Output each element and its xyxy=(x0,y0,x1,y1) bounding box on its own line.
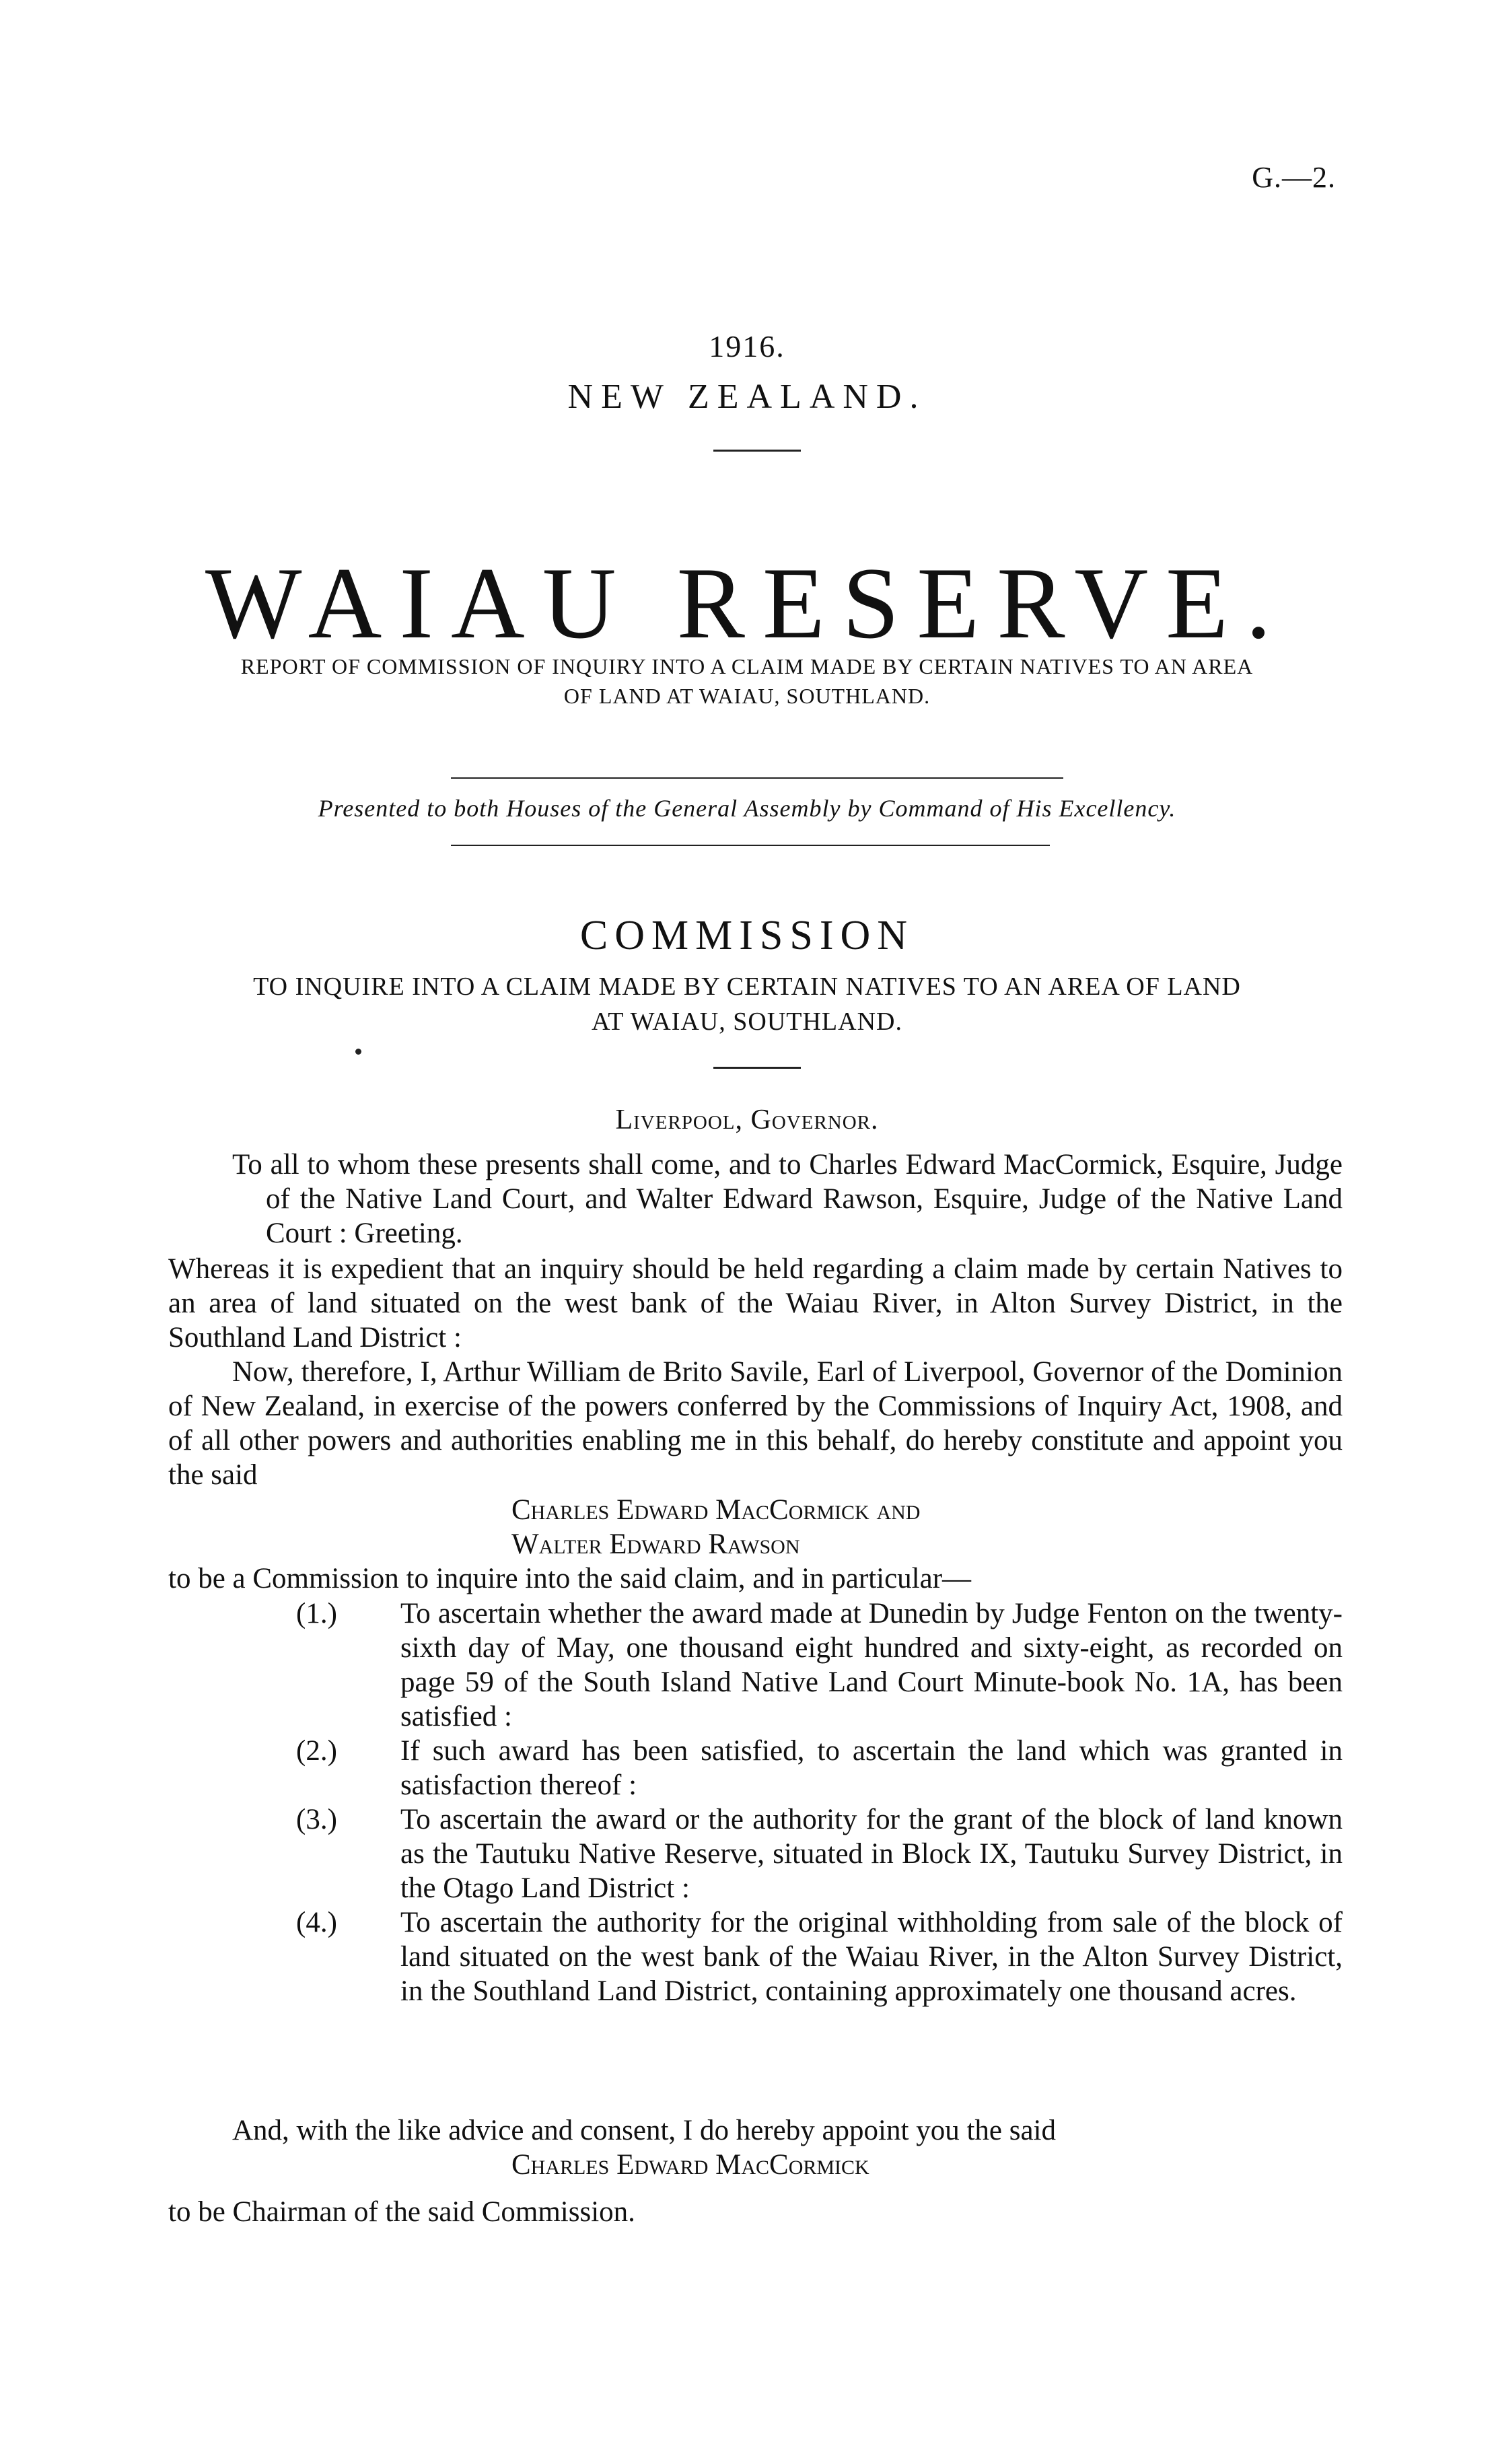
commission-subheading xyxy=(0,969,1494,1039)
item-text: To ascertain the award or the authority for the grant of the block of land known as the Tautuku Native Reserve, situated in Block IX, Tautuku Survey District, in the Otago Land District : xyxy=(400,1804,1343,1904)
presented-line: Presented to both Houses of the General Assembly by Command of His Excellency. xyxy=(318,795,1176,822)
divider-rule-upper xyxy=(451,777,1063,779)
now-therefore-paragraph: Now, therefore, I, Arthur William de Brito Savile, Earl of Liverpool, Governor of the Dominion of New Zealand, in exercise of the powers conferred by the Commissions of Inquiry Act, 1908, and of all other powers and authorities enabling me in this behalf, do hereby constitute and appoint you the said xyxy=(168,1356,1343,1491)
divider-rule xyxy=(713,450,801,452)
list-item xyxy=(296,1596,1343,1734)
year: 1916. xyxy=(709,329,785,363)
item-text: To ascertain whether the award made at Dunedin by Judge Fenton on the twenty-sixth day of May, one thousand eight hundred and sixty-eight, as recorded on page 59 of the South Island Native Land Court Minute-book No. 1A, has been satisfied : xyxy=(400,1598,1343,1732)
page-reference: G.—2. xyxy=(1252,161,1336,194)
document-title: WAIAU RESERVE. xyxy=(205,547,1289,660)
country-heading: NEW ZEALAND. xyxy=(567,378,927,416)
greeting-text: To all to whom these presents shall come, and to Charles Edward MacCormick, Esquire, Judge of the Native Land Court, and Walter Edward Rawson, Esquire, Judge of the Native Land Court : Greeting. xyxy=(232,1149,1343,1249)
subtitle-line-1: REPORT OF COMMISSION OF INQUIRY INTO A CLAIM MADE BY CERTAIN NATIVES TO AN AREA xyxy=(240,654,1254,678)
item-number: (4.) xyxy=(296,1907,337,1938)
chairman-name-line xyxy=(0,2148,1494,2181)
commission-items xyxy=(296,1596,1343,2008)
divider-rule-lower xyxy=(451,845,1050,846)
item-number: (1.) xyxy=(296,1598,337,1629)
item-text: To ascertain the authority for the original withholding from sale of the block of land situated on the west bank of the Waiau River, in the Alton Survey District, in the Southland Land District, containing approximately one thousand acres. xyxy=(400,1907,1343,2007)
to-be-commission: to be a Commission to inquire into the said claim, and in particular— xyxy=(168,1563,972,1594)
item-text: If such award has been satisfied, to ascertain the land which was granted in satisfaction thereof : xyxy=(400,1735,1343,1801)
appointee-2: Walter Edward Rawson xyxy=(511,1528,800,1560)
greeting-paragraph xyxy=(232,1148,1343,1251)
list-item xyxy=(296,1905,1343,2008)
list-item xyxy=(296,1734,1343,1802)
appointee-1: Charles Edward MacCormick and xyxy=(511,1494,921,1526)
subtitle-line-2: OF LAND AT WAIAU, SOUTHLAND. xyxy=(563,684,931,708)
commission-sub-line-1: TO INQUIRE INTO A CLAIM MADE BY CERTAIN NATIVES TO AN AREA OF LAND xyxy=(253,973,1241,1001)
item-number: (3.) xyxy=(296,1804,337,1835)
like-advice-paragraph: And, with the like advice and consent, I do hereby appoint you the said xyxy=(232,2115,1056,2146)
commission-sub-line-2: AT WAIAU, SOUTHLAND. xyxy=(592,1008,902,1036)
commission-heading: COMMISSION xyxy=(579,913,915,958)
stray-dot xyxy=(355,1049,361,1055)
divider-rule-commission xyxy=(713,1067,801,1069)
item-number: (2.) xyxy=(296,1735,337,1767)
whereas-section xyxy=(168,1252,1343,1492)
to-be-chairman: to be Chairman of the said Commission. xyxy=(168,2196,635,2228)
whereas-paragraph: Whereas it is expedient that an inquiry should be held regarding a claim made by certain Natives to an area of land situated on the west bank of the Waiau River, in Alton Survey District, in the Southland Land District : xyxy=(168,1253,1343,1353)
list-item xyxy=(296,1802,1343,1905)
appointees xyxy=(0,1493,1494,1561)
chairman-name: Charles Edward MacCormick xyxy=(511,2149,869,2181)
governor-signature: Liverpool, Governor. xyxy=(615,1104,879,1135)
report-subtitle xyxy=(0,652,1494,711)
